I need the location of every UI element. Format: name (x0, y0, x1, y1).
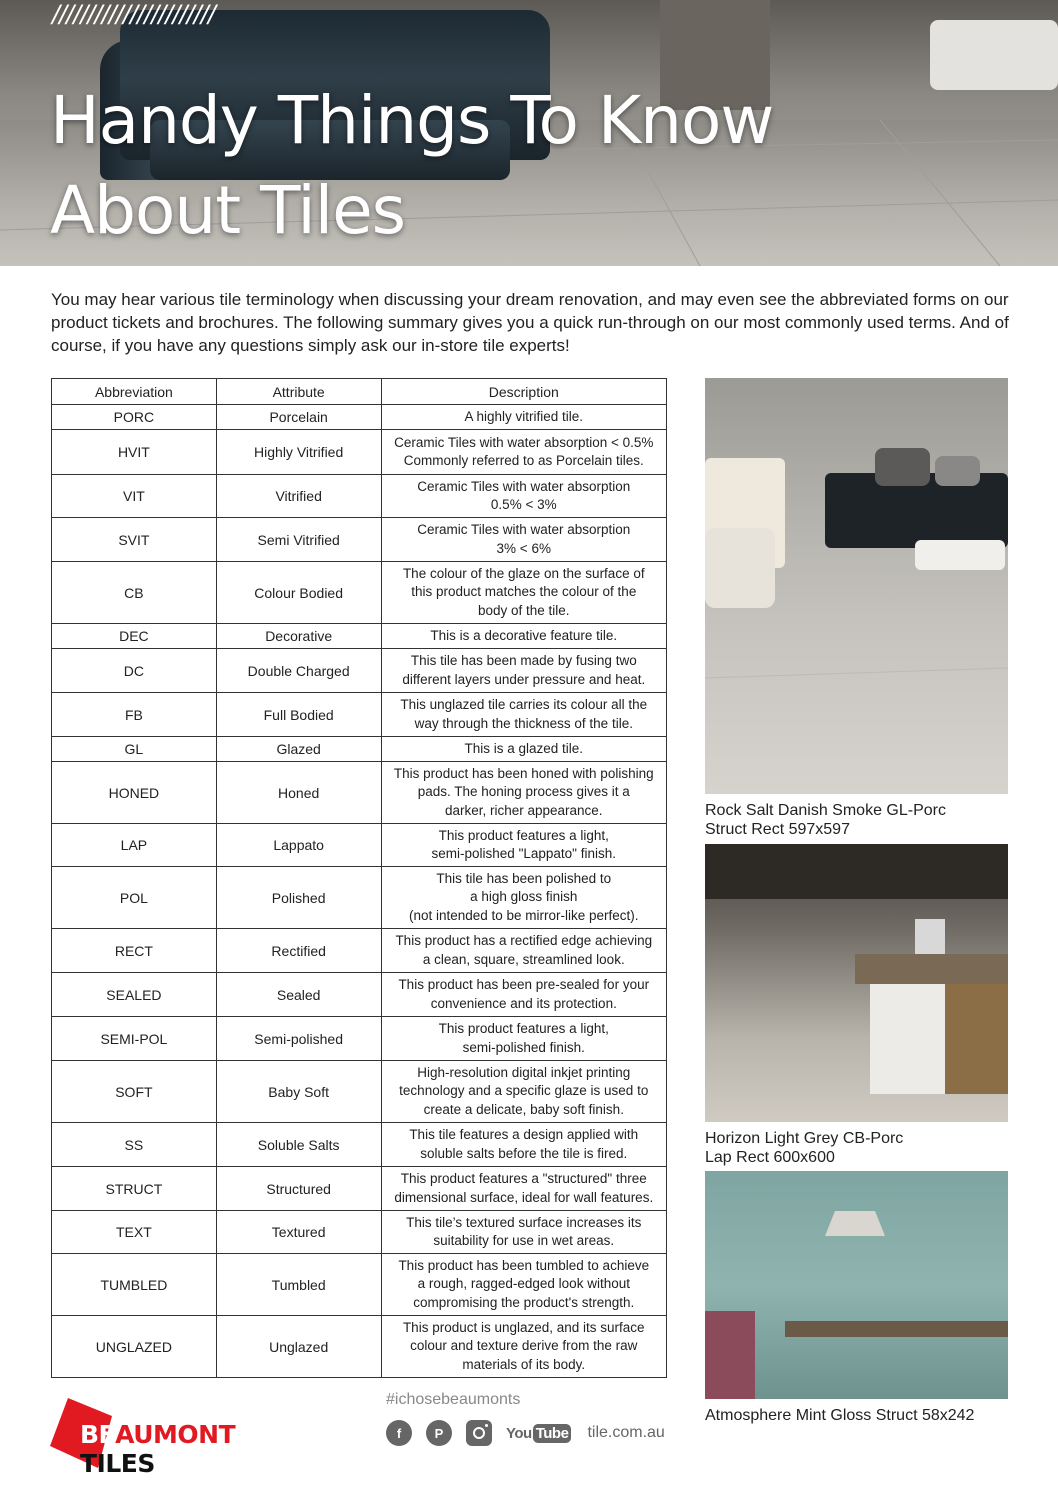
terminology-table (51, 378, 667, 1378)
attribute-cell: Semi Vitrified (216, 518, 381, 562)
photo-rock-salt-scene (705, 378, 1008, 794)
description-cell: This tile has been made by fusing two different layers under pressure and heat. (381, 649, 666, 693)
abbreviation-cell: POL (52, 867, 217, 929)
description-cell: This is a glazed tile. (381, 737, 666, 762)
chair-shape (705, 1311, 755, 1399)
table-row (52, 624, 667, 649)
header-description: Description (381, 379, 666, 405)
abbreviation-cell: TEXT (52, 1211, 217, 1254)
page-title-line1: Handy Things To Know (50, 82, 774, 159)
logo-tiles: TILES (80, 1449, 155, 1478)
attribute-cell: Rectified (216, 929, 381, 973)
table-row (52, 1167, 667, 1211)
table-row (52, 824, 667, 867)
description-cell: This unglazed tile carries its colour all the way through the thickness of the tile. (381, 693, 666, 737)
table-row (52, 762, 667, 824)
description-cell: This is a decorative feature tile. (381, 624, 666, 649)
abbreviation-cell: TUMBLED (52, 1254, 217, 1316)
attribute-cell: Textured (216, 1211, 381, 1254)
photo-caption-1 (705, 801, 1025, 839)
counter-front-shape (870, 984, 945, 1094)
throw-blanket-shape (705, 528, 775, 608)
abbreviation-cell: DEC (52, 624, 217, 649)
table-row (52, 867, 667, 929)
description-cell: This product features a light, semi-polished finish. (381, 1017, 666, 1061)
table-body (52, 405, 667, 1378)
table-row (52, 475, 667, 518)
caption-2-line2: Lap Rect 600x600 (705, 1149, 835, 1166)
cushion-shape (935, 456, 980, 486)
description-cell: This product has been pre-sealed for your convenience and its protection. (381, 973, 666, 1017)
description-cell: This product features a light, semi-polished "Lappato" finish. (381, 824, 666, 867)
abbreviation-cell: SVIT (52, 518, 217, 562)
monitor-shape (915, 919, 945, 954)
caption-1-line2: Struct Rect 597x597 (705, 821, 850, 838)
pinterest-icon[interactable]: P (426, 1420, 452, 1446)
attribute-cell: Porcelain (216, 405, 381, 430)
abbreviation-cell: SS (52, 1123, 217, 1167)
page-title-line2: About Tiles (50, 172, 406, 249)
description-cell: Ceramic Tiles with water absorption 0.5% < 3% (381, 475, 666, 518)
description-cell: Ceramic Tiles with water absorption < 0.5% Commonly referred to as Porcelain tiles. (381, 430, 666, 475)
table-row (52, 405, 667, 430)
instagram-icon[interactable] (466, 1420, 492, 1446)
photo-caption-2 (705, 1129, 1025, 1167)
hero-stripes: /////////////////////// (52, 0, 215, 28)
floor-line (705, 668, 1008, 678)
intro-paragraph: You may hear various tile terminology when discussing your dream renovation, and may even see the abbreviated forms on our product tickets and brochures. The following summary gives you a quick run-through on our most commonly used terms. And of course, if you have any questions simply ask our in-store tile experts! (51, 290, 1009, 355)
attribute-cell: Structured (216, 1167, 381, 1211)
pendant-lamp-shape (825, 1211, 885, 1236)
table-row (52, 973, 667, 1017)
photo-horizon-cafe (705, 844, 1008, 1122)
cushion-shape (875, 448, 930, 486)
table-row (52, 430, 667, 475)
social-links (386, 1420, 665, 1446)
page-title (50, 76, 950, 256)
description-cell: This tile features a design applied with soluble salts before the tile is fired. (381, 1123, 666, 1167)
table-row (52, 1316, 667, 1378)
table-row (52, 1254, 667, 1316)
attribute-cell: Baby Soft (216, 1061, 381, 1123)
hero-banner (0, 0, 1058, 266)
attribute-cell: Soluble Salts (216, 1123, 381, 1167)
ceiling-shape (705, 844, 1008, 899)
abbreviation-cell: DC (52, 649, 217, 693)
abbreviation-cell: SOFT (52, 1061, 217, 1123)
description-cell: The colour of the glaze on the surface of this product matches the colour of the body of the tile. (381, 562, 666, 624)
header-abbreviation: Abbreviation (52, 379, 217, 405)
attribute-cell: Highly Vitrified (216, 430, 381, 475)
header-attribute: Attribute (216, 379, 381, 405)
website-link[interactable]: tile.com.au (587, 1424, 665, 1441)
ottoman-shape (915, 540, 1005, 570)
abbreviation-cell: SEALED (52, 973, 217, 1017)
abbreviation-cell: RECT (52, 929, 217, 973)
table-row (52, 562, 667, 624)
logo-wordmark (80, 1420, 310, 1478)
attribute-cell: Polished (216, 867, 381, 929)
table-row (52, 1017, 667, 1061)
description-cell: This tile has been polished to a high gloss finish (not intended to be mirror-like perfect). (381, 867, 666, 929)
caption-1-line1: Rock Salt Danish Smoke GL-Porc (705, 802, 946, 819)
attribute-cell: Double Charged (216, 649, 381, 693)
photo-atmosphere-scene (705, 1171, 1008, 1399)
table-shape (785, 1321, 1008, 1337)
table-row (52, 1211, 667, 1254)
table-header-row (52, 379, 667, 405)
photo-horizon-scene (705, 844, 1008, 1122)
attribute-cell: Unglazed (216, 1316, 381, 1378)
photo-rock-salt-room (705, 378, 1008, 794)
abbreviation-cell: VIT (52, 475, 217, 518)
table-row (52, 1123, 667, 1167)
attribute-cell: Full Bodied (216, 693, 381, 737)
abbreviation-cell: STRUCT (52, 1167, 217, 1211)
table-row (52, 929, 667, 973)
abbreviation-cell: CB (52, 562, 217, 624)
logo-be: BE (80, 1420, 116, 1449)
hashtag: #ichosebeaumonts (386, 1391, 521, 1408)
attribute-cell: Decorative (216, 624, 381, 649)
photo-atmosphere-mint (705, 1171, 1008, 1399)
caption-3-line1: Atmosphere Mint Gloss Struct 58x242 (705, 1407, 975, 1424)
attribute-cell: Honed (216, 762, 381, 824)
description-cell: This product is unglazed, and its surface colour and texture derive from the raw materials of its body. (381, 1316, 666, 1378)
attribute-cell: Lappato (216, 824, 381, 867)
attribute-cell: Semi-polished (216, 1017, 381, 1061)
youtube-icon[interactable] (506, 1424, 571, 1443)
abbreviation-cell: HONED (52, 762, 217, 824)
abbreviation-cell: SEMI-POL (52, 1017, 217, 1061)
caption-2-line1: Horizon Light Grey CB-Porc (705, 1130, 904, 1147)
beaumont-tiles-logo (50, 1398, 310, 1478)
description-cell: This tile’s textured surface increases its suitability for use in wet areas. (381, 1211, 666, 1254)
logo-aumont: AUMONT (115, 1420, 236, 1449)
attribute-cell: Colour Bodied (216, 562, 381, 624)
youtube-you: You (506, 1424, 532, 1442)
table-row (52, 518, 667, 562)
description-cell: High-resolution digital inkjet printing technology and a specific glaze is used to create a delicate, baby soft finish. (381, 1061, 666, 1123)
abbreviation-cell: PORC (52, 405, 217, 430)
description-cell: This product features a "structured" three dimensional surface, ideal for wall features. (381, 1167, 666, 1211)
youtube-tube: Tube (533, 1424, 572, 1443)
photo-caption-3 (705, 1406, 1025, 1425)
attribute-cell: Tumbled (216, 1254, 381, 1316)
table-row (52, 737, 667, 762)
attribute-cell: Glazed (216, 737, 381, 762)
facebook-icon[interactable]: f (386, 1420, 412, 1446)
attribute-cell: Sealed (216, 973, 381, 1017)
abbreviation-cell: GL (52, 737, 217, 762)
attribute-cell: Vitrified (216, 475, 381, 518)
table-row (52, 649, 667, 693)
abbreviation-cell: HVIT (52, 430, 217, 475)
description-cell: A highly vitrified tile. (381, 405, 666, 430)
counter-wood-shape (945, 984, 1008, 1094)
table-row (52, 1061, 667, 1123)
description-cell: This product has been tumbled to achieve a rough, ragged-edged look without compromising the product's strength. (381, 1254, 666, 1316)
description-cell: Ceramic Tiles with water absorption 3% < 6% (381, 518, 666, 562)
description-cell: This product has been honed with polishing pads. The honing process gives it a darker, richer appearance. (381, 762, 666, 824)
abbreviation-cell: LAP (52, 824, 217, 867)
abbreviation-cell: UNGLAZED (52, 1316, 217, 1378)
abbreviation-cell: FB (52, 693, 217, 737)
table-row (52, 693, 667, 737)
description-cell: This product has a rectified edge achieving a clean, square, streamlined look. (381, 929, 666, 973)
counter-top-shape (855, 954, 1008, 984)
